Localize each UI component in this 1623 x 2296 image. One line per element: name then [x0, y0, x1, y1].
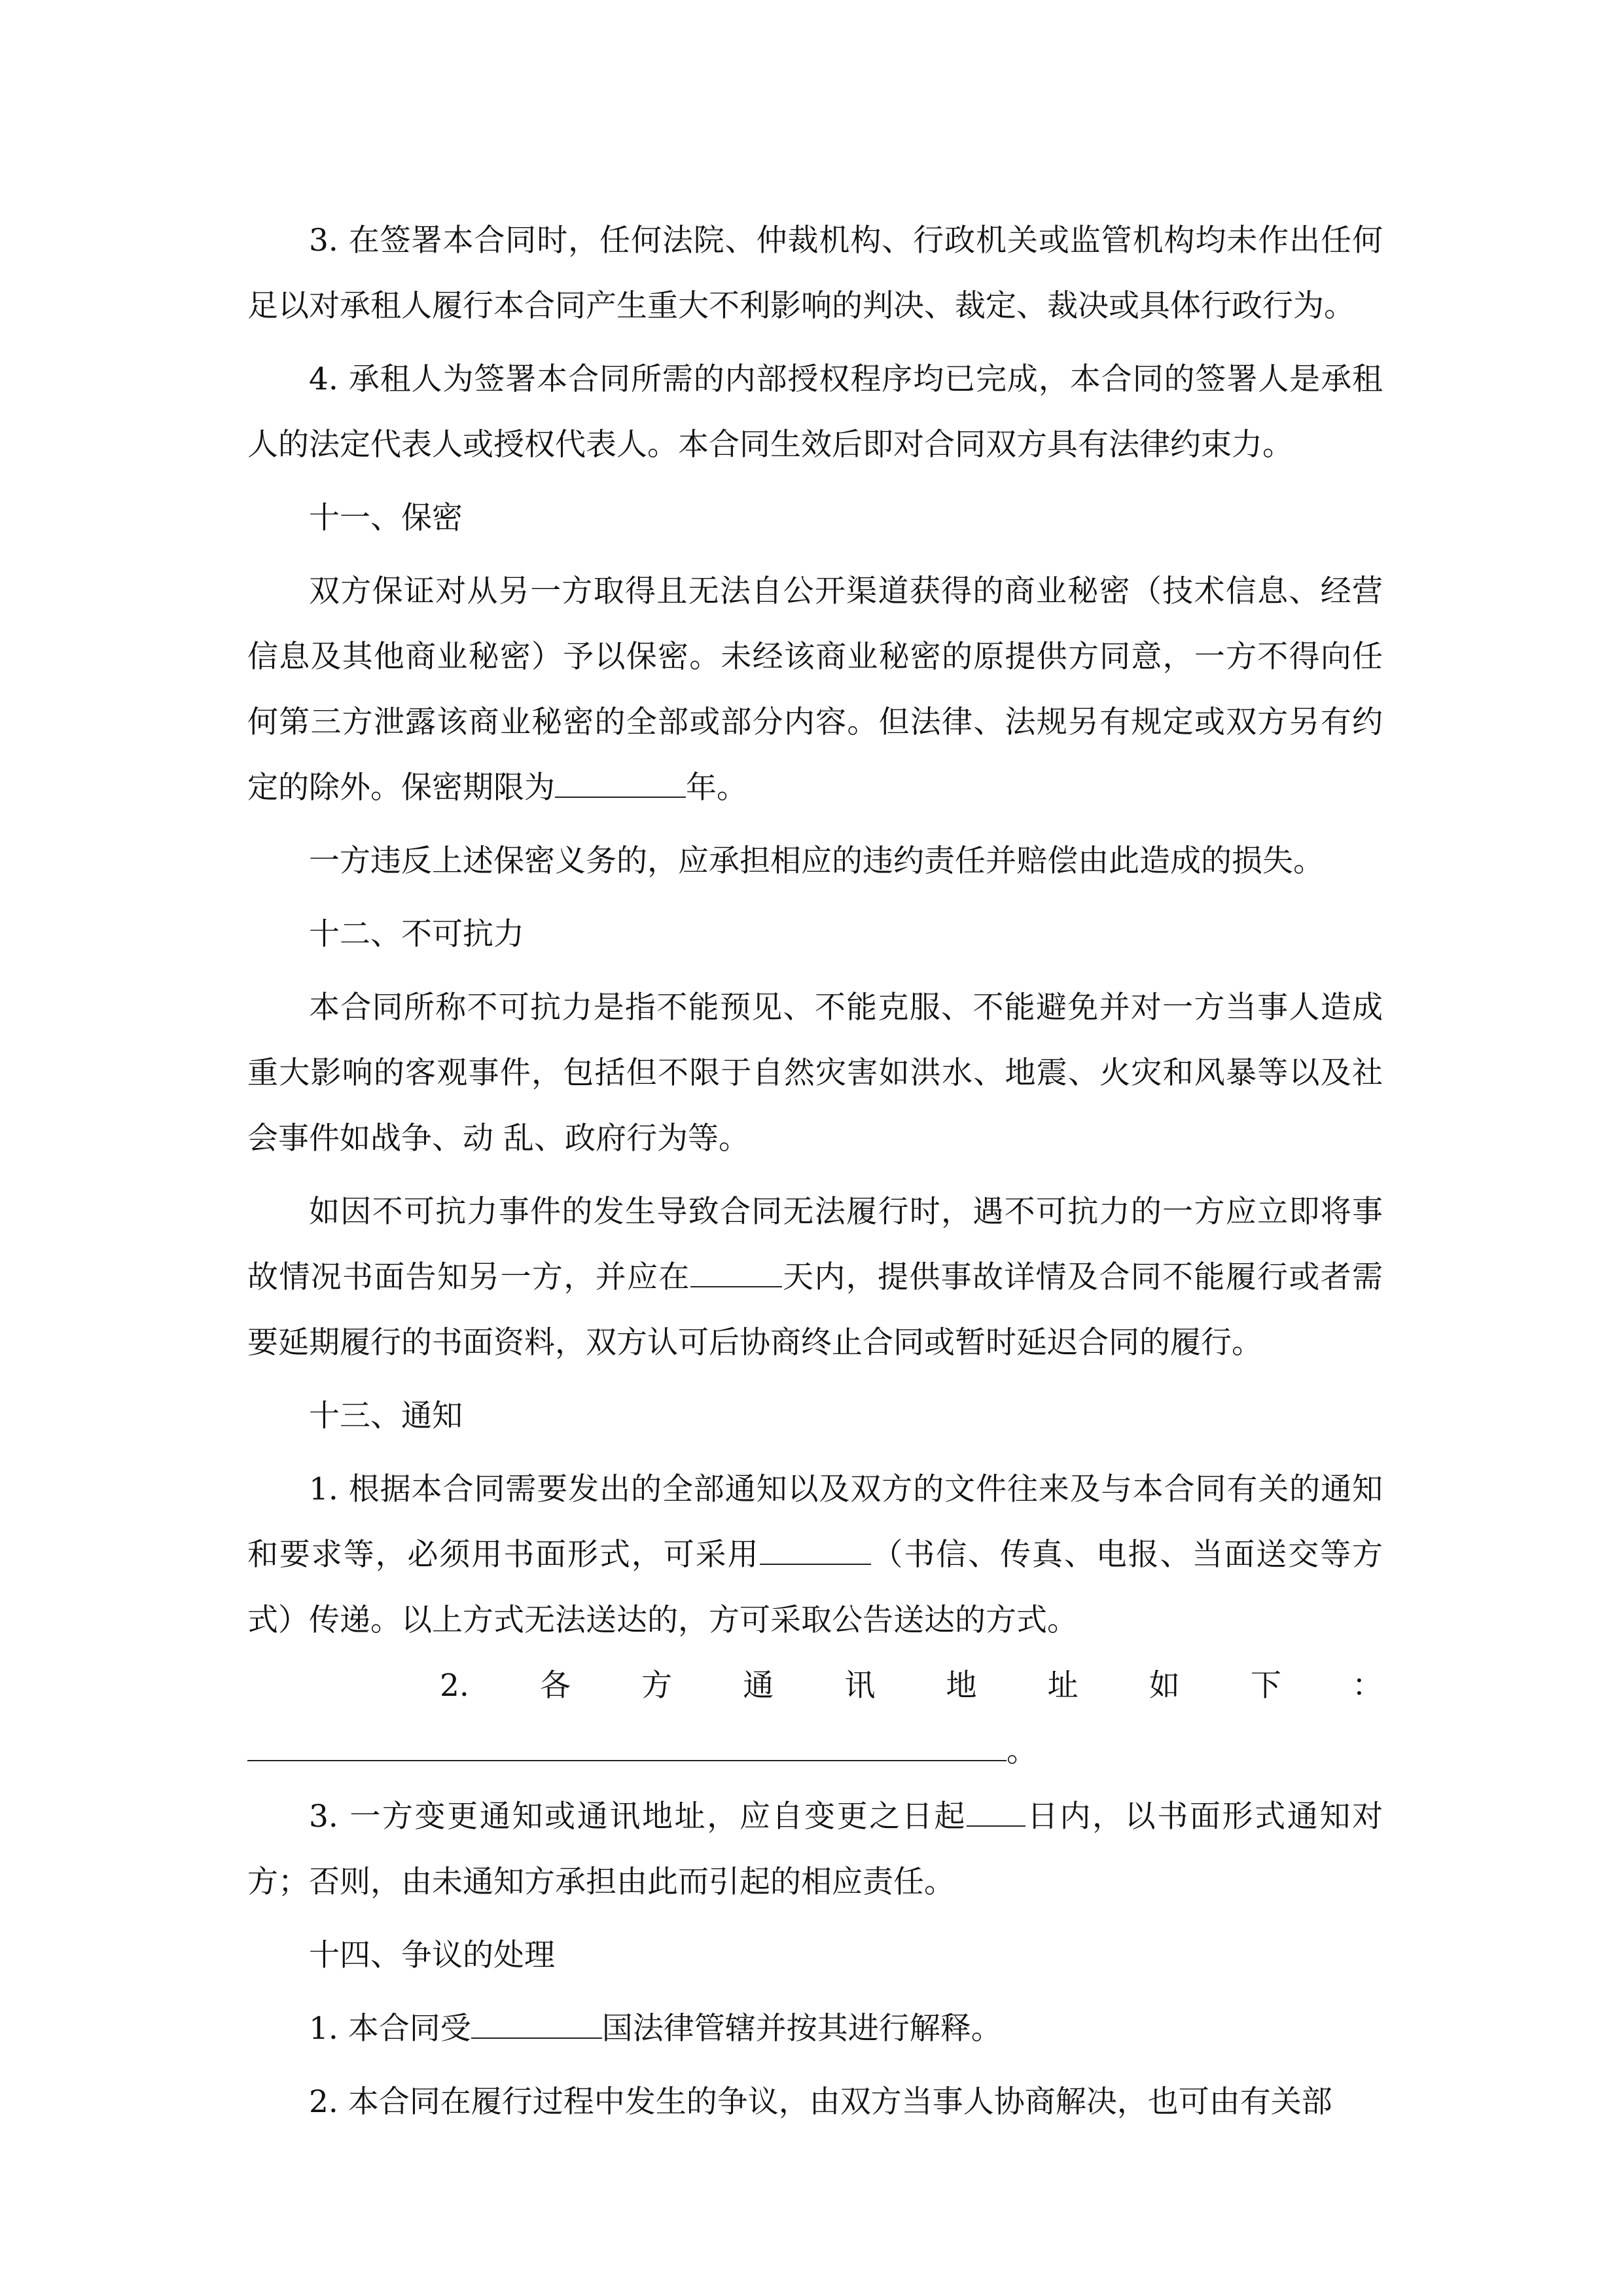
paragraph-force-majeure-notice [247, 1179, 1383, 1376]
address-char: 2. [440, 1668, 469, 1704]
section-heading-force-majeure: 十二、不可抗力 [309, 916, 524, 952]
section-heading-notice: 十三、通知 [309, 1398, 463, 1434]
governing-law-blank [471, 2010, 602, 2039]
address-char: 址 [1047, 1668, 1079, 1704]
address-blank-line [247, 1719, 1383, 1784]
paragraph-address-change [247, 1784, 1383, 1915]
document-body [247, 208, 1383, 2135]
notice-days-blank [690, 1259, 782, 1287]
address-blank [247, 1732, 1007, 1761]
address-change-days-blank [967, 1798, 1026, 1827]
address-char: 通 [743, 1668, 774, 1704]
address-char: 如 [1149, 1668, 1180, 1704]
address-char: 方 [641, 1668, 673, 1704]
paragraph-clause-3: 3. 在签署本合同时，任何法院、仲裁机构、行政机关或监管机构均未作出任何足以对承租人履行本合同产生重大不利影响的判决、裁定、裁决或具体行政行为。 [247, 223, 1383, 324]
paragraph-address-header [247, 1653, 1383, 1719]
confidentiality-text: 双方保证对从另一方取得且无法自公开渠道获得的商业秘密（技术信息、经营信息及其他商业秘密）予以保密。未经该商业秘密的原提供方同意，一方不得向任何第三方泄露该商业秘密的全部或部分内容。但法律、法规另有规定或双方另有约定的除外。保密期限为 [247, 573, 1383, 806]
notice-method-text: 1. 根据本合同需要发出的全部通知以及双方的文件往来及与本合同有关的通知和要求等，必须用书面形式，可采用 [247, 1471, 1383, 1573]
force-majeure-text: 如因不可抗力事件的发生导致合同无法履行时，遇不可抗力的一方应立即将事故情况书面告知另一方，并应在 [247, 1194, 1383, 1295]
force-majeure-text-end: 天内，提供事故详情及合同不能履行或者需要延期履行的书面资料，双方认可后协商终止合同或暂时延迟合同的履行。 [247, 1259, 1383, 1361]
notice-method-blank [760, 1536, 871, 1565]
confidentiality-term-blank [555, 769, 686, 798]
address-char: 地 [946, 1668, 977, 1704]
address-change-text: 3. 一方变更通知或通讯地址，应自变更之日起 [309, 1799, 967, 1835]
paragraph-breach: 一方违反上述保密义务的，应承担相应的违约责任并赔偿由此造成的损失。 [309, 843, 1324, 879]
governing-law-text: 1. 本合同受 [309, 2011, 471, 2047]
section-heading-confidentiality: 十一、保密 [309, 500, 463, 536]
address-char: 讯 [844, 1668, 876, 1704]
address-end: 。 [1007, 1733, 1037, 1769]
address-char: 各 [539, 1668, 571, 1704]
address-change-text-end: 日内，以书面形式通知对方；否则，由未通知方承担由此而引起的相应责任。 [247, 1799, 1383, 1900]
address-char: 下 [1250, 1668, 1281, 1704]
paragraph-governing-law [247, 1996, 1383, 2062]
notice-method-text-end: （书信、传真、电报、当面送交等方式）传递。以上方式无法送达的，方可采取公告送达的方式。 [247, 1537, 1383, 1638]
paragraph-confidentiality [247, 559, 1383, 821]
paragraph-clause-4: 4. 承租人为签署本合同所需的内部授权程序均已完成，本合同的签署人是承租人的法定代表人或授权代表人。本合同生效后即对合同双方具有法律约束力。 [247, 361, 1383, 463]
address-char: ： [1351, 1668, 1383, 1704]
paragraph-dispute-resolution: 2. 本合同在履行过程中发生的争议，由双方当事人协商解决，也可由有关部 [309, 2084, 1332, 2120]
confidentiality-text-end: 年。 [686, 770, 747, 806]
section-heading-disputes: 十四、争议的处理 [309, 1937, 555, 1973]
governing-law-text-end: 国法律管辖并按其进行解释。 [601, 2011, 1002, 2047]
paragraph-force-majeure-definition: 本合同所称不可抗力是指不能预见、不能克服、不能避免并对一方当事人造成重大影响的客观事件，包括但不限于自然灾害如洪水、地震、火灾和风暴等以及社会事件如战争、动 乱、政府行为等。 [247, 990, 1383, 1157]
paragraph-notice-method [247, 1457, 1383, 1653]
